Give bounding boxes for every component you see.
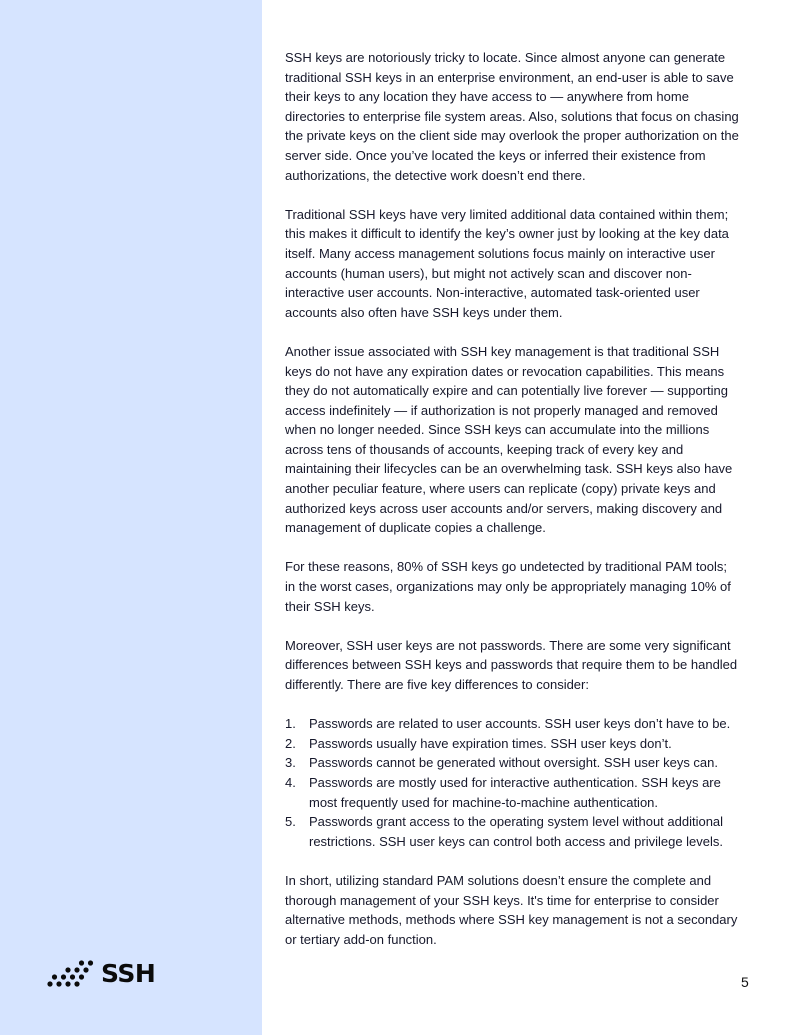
ssh-logo-text: SSH — [101, 959, 156, 988]
list-item — [285, 812, 740, 851]
list-item — [285, 734, 740, 754]
paragraph-keys-vs-passwords: Moreover, SSH user keys are not passwords. There are some very significant differences between SSH keys and passwords that require them to be handled differently. There are five key differences to consider: — [285, 637, 738, 692]
list-item — [285, 753, 740, 773]
paragraph-conclusion: In short, utilizing standard PAM solutions doesn’t ensure the complete and thorough management of your SSH keys. It's time for enterprise to consider alternative methods, methods where SSH key management is not a secondary or tertiary add-on function. — [285, 872, 738, 947]
differences-list — [285, 714, 740, 851]
list-item — [285, 714, 740, 734]
list-item-text: Passwords are mostly used for interactive authentication. SSH keys are most frequently used for machine-to-machine authentication. — [309, 774, 721, 810]
list-item-number: 2. — [285, 735, 296, 751]
paragraph-locating-keys: SSH keys are notoriously tricky to locate. Since almost anyone can generate traditional SSH keys in an enterprise environment, an end-user is able to save their keys to any location they have access to — anywhere from home directories to enterprise file system areas. Also, solutions that focus on chasing the private keys on the client side may overlook the proper authorization on the server side. Once you’ve located the keys or inferred their existence from authorizations, the detective work doesn’t end there. — [285, 50, 739, 183]
paragraph-expiration: Another issue associated with SSH key management is that traditional SSH keys do not have any expiration dates or revocation capabilities. This means they do not automatically expire and can potentially live forever — supporting access indefinitely — if authorization is not properly managed and removed when no longer needed. Since SSH keys can accumulate into the millions across tens of thousands of accounts, keeping track of every key and maintaining their lifecycles can be an overwhelming task. SSH keys also have another peculiar feature, where users can replicate (copy) private keys and authorized keys across user accounts and/or servers, making discovery and management of duplicate copies a challenge. — [285, 343, 733, 536]
list-item-text: Passwords grant access to the operating system level without additional restrictions. SSH user keys can control both access and privilege levels. — [309, 814, 724, 849]
page-number: 5 — [741, 974, 749, 990]
article-body — [285, 48, 740, 969]
paragraph-undetected-stats: For these reasons, 80% of SSH keys go undetected by traditional PAM tools; in the worst cases, organizations may only be appropriately managing 10% of their SSH keys. — [285, 559, 731, 614]
list-item-number: 1. — [285, 716, 296, 732]
list-item-text: Passwords usually have expiration times. SSH user keys don’t. — [309, 735, 672, 751]
list-item-number: 5. — [285, 814, 296, 830]
list-item — [285, 773, 740, 812]
list-item-number: 4. — [285, 774, 296, 790]
sidebar-panel — [0, 0, 262, 1035]
paragraph-key-ownership: Traditional SSH keys have very limited additional data contained within them; this makes it difficult to identify the key’s owner just by looking at the key data itself. Many access management solutions focus mainly on interactive user accounts (human users), but might not actively scan and discover non-interactive user accounts. Non-interactive, automated task-oriented user accounts also often have SSH keys under them. — [285, 206, 729, 320]
list-item-text: Passwords cannot be generated without oversight. SSH user keys can. — [309, 755, 718, 771]
ssh-logo — [46, 960, 155, 988]
list-item-text: Passwords are related to user accounts. SSH user keys don’t have to be. — [309, 716, 731, 732]
list-item-number: 3. — [285, 755, 296, 771]
ssh-logo-dots-icon — [46, 960, 98, 988]
